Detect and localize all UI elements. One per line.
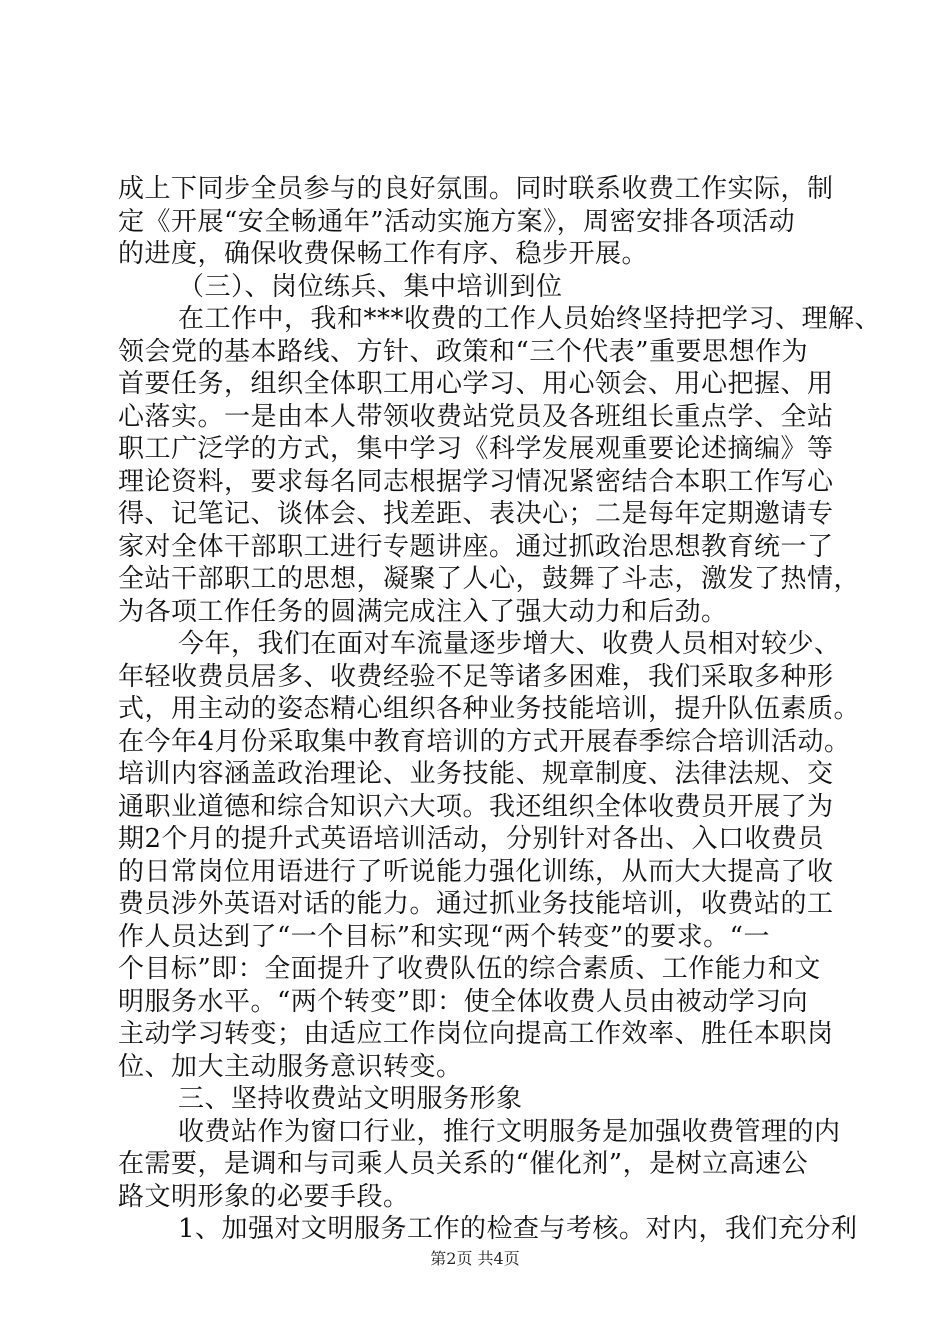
text-line: 定《开展“安全畅通年”活动实施方案》，周密安排各项活动 bbox=[118, 206, 796, 237]
text-line: 通职业道德和综合知识六大项。我还组织全体收费员开展了为 bbox=[118, 791, 834, 822]
text-line: 个目标”即：全面提升了收费队伍的综合素质、工作能力和文 bbox=[118, 954, 821, 984]
text-line: 家对全体干部职工进行专题讲座。通过抓政治思想教育统一了 bbox=[118, 531, 834, 562]
text-line: 理论资料，要求每名同志根据学习情况紧密结合本职工作写心 bbox=[118, 466, 834, 497]
text-line: 作人员达到了“一个目标”和实现“两个转变”的要求。“一 bbox=[118, 921, 770, 952]
body-text bbox=[118, 173, 882, 1246]
text-line: 收费站作为窗口行业，推行文明服务是加强收费管理的内 bbox=[178, 1116, 841, 1147]
text-line: 得、记笔记、谈体会、找差距、表决心；二是每年定期邀请专 bbox=[118, 499, 834, 529]
text-line: 今年，我们在面对车流量逐步增大、收费人员相对较少、 bbox=[178, 629, 841, 659]
section-heading: （三）、岗位练兵、集中培训到位 bbox=[178, 271, 563, 302]
text-line: 在需要，是调和与司乘人员关系的“催化剂”，是树立高速公 bbox=[118, 1149, 809, 1179]
section-heading: 三、坚持收费站文明服务形象 bbox=[178, 1084, 523, 1114]
text-line: 职工广泛学的方式，集中学习《科学发展观重要论述摘编》等 bbox=[118, 434, 834, 464]
text-line: 主动学习转变；由适应工作岗位向提高工作效率、胜任本职岗 bbox=[118, 1019, 834, 1049]
text-line: 位、加大主动服务意识转变。 bbox=[118, 1051, 463, 1082]
text-line: 期2个月的提升式英语培训活动，分别针对各出、入口收费员 bbox=[118, 824, 825, 854]
text-line: 明服务水平。“两个转变”即：使全体收费人员由被动学习向 bbox=[118, 986, 809, 1017]
text-line: 全站干部职工的思想，凝聚了人心，鼓舞了斗志，激发了热情， bbox=[118, 564, 861, 594]
text-line: 培训内容涵盖政治理论、业务技能、规章制度、法律法规、交 bbox=[118, 759, 834, 789]
page-number-footer: 第2页 共4页 bbox=[430, 1249, 520, 1268]
text-line: 费员涉外英语对话的能力。通过抓业务技能培训，收费站的工 bbox=[118, 889, 834, 919]
text-line: 式，用主动的姿态精心组织各种业务技能培训，提升队伍素质。 bbox=[118, 694, 861, 724]
text-line: 的日常岗位用语进行了听说能力强化训练，从而大大提高了收 bbox=[118, 856, 834, 887]
text-line: 年轻收费员居多、收费经验不足等诸多困难，我们采取多种形 bbox=[118, 661, 834, 692]
text-line: 首要任务，组织全体职工用心学习、用心领会、用心把握、用 bbox=[118, 369, 834, 399]
text-line: 的进度，确保收费保畅工作有序、稳步开展。 bbox=[118, 239, 649, 269]
text-line: 1、加强对文明服务工作的检查与考核。对内，我们充分利 bbox=[178, 1214, 858, 1244]
text-line: 成上下同步全员参与的良好氛围。同时联系收费工作实际，制 bbox=[118, 174, 834, 204]
text-line: 心落实。一是由本人带领收费站党员及各班组长重点学、全站 bbox=[118, 401, 834, 432]
text-line: 在工作中，我和***收费的工作人员始终坚持把学习、理解、 bbox=[178, 304, 882, 334]
text-line: 路文明形象的必要手段。 bbox=[118, 1181, 410, 1212]
text-line: 在今年4月份采取集中教育培训的方式开展春季综合培训活动。 bbox=[118, 726, 851, 757]
text-line: 为各项工作任务的圆满完成注入了强大动力和后劲。 bbox=[118, 596, 728, 627]
text-line: 领会党的基本路线、方针、政策和“三个代表”重要思想作为 bbox=[118, 336, 809, 367]
